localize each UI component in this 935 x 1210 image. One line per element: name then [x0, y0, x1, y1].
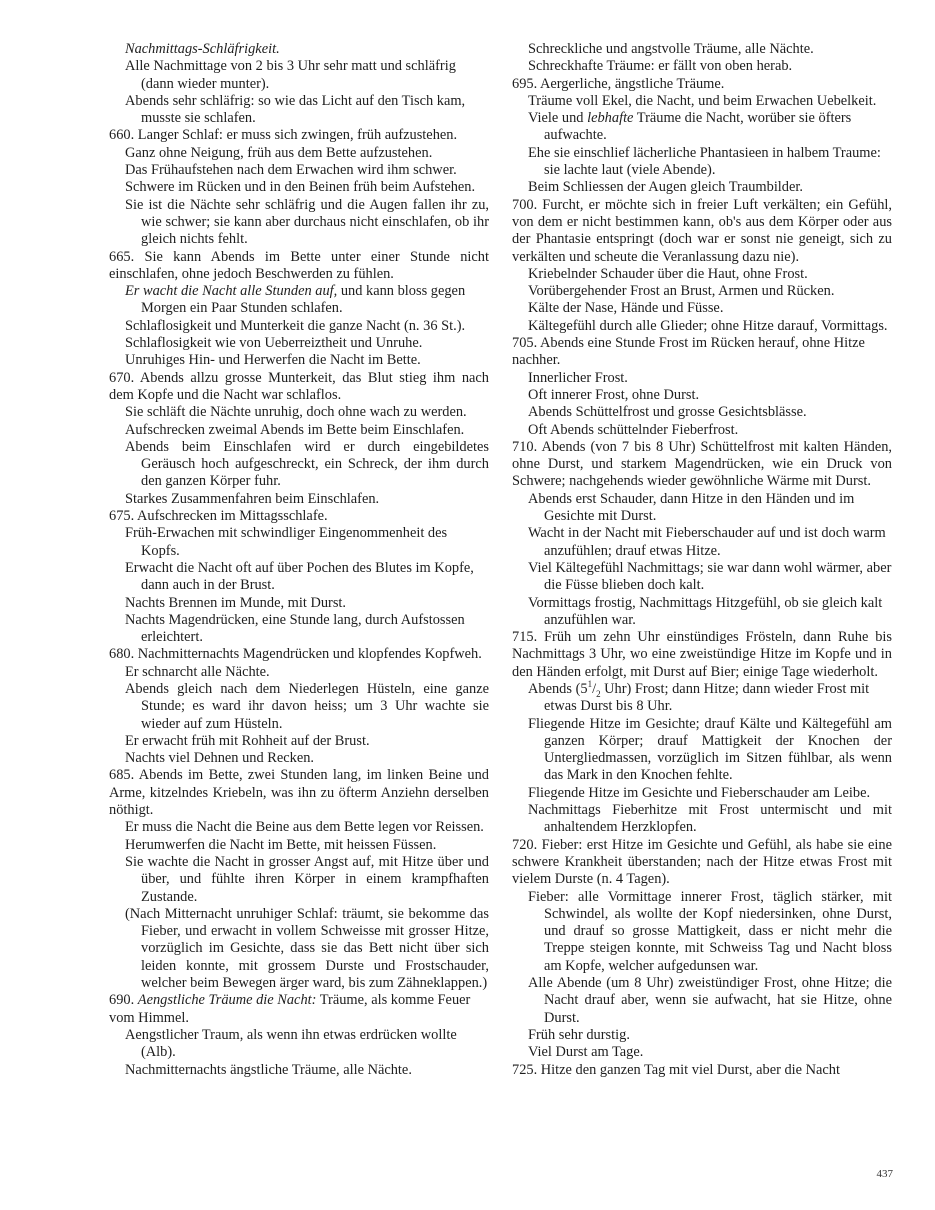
entry-text: Er muss die Nacht die Beine aus dem Bette legen vor Reissen. [125, 819, 484, 836]
entry-paragraph [109, 750, 489, 767]
entry-paragraph [109, 439, 489, 491]
entry-text: Kälte der Nase, Hände und Füsse. [528, 300, 724, 317]
entry-paragraph [512, 145, 892, 180]
entry-text: 695. Aergerliche, ängstliche Träume. [512, 75, 725, 92]
entry-paragraph [512, 197, 892, 266]
entry-text: Früh-Erwachen mit schwindliger Eingenommenheit des Kopfs. [125, 525, 448, 559]
entry-paragraph [109, 854, 489, 906]
entry-paragraph [109, 560, 489, 595]
entry-text: Beim Schliessen der Augen gleich Traumbilder. [528, 179, 803, 196]
entry-paragraph [109, 352, 489, 369]
entry-text: Abends Schüttelfrost und grosse Gesichtsblässe. [528, 404, 807, 421]
entry-text: Uhr) Frost; dann Hitze; dann wieder Frost mit etwas Durst bis 8 Uhr. [544, 680, 870, 715]
entry-text: 700. Furcht, er möchte sich in freier Luft verkälten; ein Gefühl, von dem er nicht bestimmen kann, ob's aus dem Körper oder aus der Phantasie entspringt (doch war er sonst nie geneigt, sich zu verkälten und scheute die Veranlassung dazu nie). [512, 196, 892, 265]
entry-text: Er schnarcht alle Nächte. [125, 663, 270, 680]
entry-paragraph [109, 508, 489, 525]
entry-paragraph [109, 335, 489, 352]
entry-paragraph [512, 629, 892, 681]
entry-paragraph [109, 1062, 489, 1079]
entry-text: Fieber: alle Vormittage innerer Frost, täglich stärker, mit Schwindel, als wollte der Kopf niedersinken, ohne Durst, und drauf so grosse Mattigkeit, dass er nicht mehr die Treppe steigen konnte, mit Schweiss Tag und Nacht bloss am Kopfe, welcher aufgedunsen war. [528, 888, 892, 974]
entry-paragraph [512, 283, 892, 300]
entry-text: Schreckhafte Träume: er fällt von oben herab. [528, 58, 793, 75]
entry-text: Nachmitternachts ängstliche Träume, alle Nächte. [125, 1061, 412, 1078]
entry-text: 705. Abends eine Stunde Frost im Rücken herauf, ohne Hitze nachher. [512, 335, 865, 369]
entry-paragraph [512, 560, 892, 595]
entry-text: Abends erst Schauder, dann Hitze in den Händen und im Gesichte mit Durst. [528, 490, 855, 525]
entry-text: Alle Nachmittage von 2 bis 3 Uhr sehr matt und schläfrig (dann wieder munter). [125, 58, 456, 92]
entry-text: 690. [109, 992, 138, 1009]
entry-text: Erwacht die Nacht oft auf über Pochen des Blutes im Kopfe, dann auch in der Brust. [125, 559, 474, 594]
entry-paragraph [512, 785, 892, 802]
entry-paragraph [109, 1027, 489, 1062]
entry-paragraph [512, 318, 892, 335]
entry-text: und kann bloss gegen Morgen ein Paar Stunden schlafen. [141, 283, 466, 317]
entry-paragraph [109, 646, 489, 663]
entry-text: 720. Fieber: erst Hitze im Gesichte und Gefühl, als habe sie eine schwere Krankheit überstanden; nach der Hitze etwas Frost mit vielem Durste (n. 4 Tagen). [512, 836, 892, 888]
entry-paragraph [512, 300, 892, 317]
entry-paragraph [512, 387, 892, 404]
entry-text: Herumwerfen die Nacht im Bette, mit heissen Füssen. [125, 836, 437, 853]
entry-text: Er wacht die Nacht alle Stunden auf, [125, 283, 338, 300]
entry-paragraph [512, 110, 892, 145]
entry-paragraph [512, 58, 892, 75]
entry-paragraph [109, 179, 489, 196]
entry-text: lebhafte [587, 110, 634, 127]
entry-text: Schlaflosigkeit und Munterkeit die ganze Nacht (n. 36 St.). [125, 317, 466, 334]
entry-text: Ehe sie einschlief lächerliche Phantasieen in halbem Traume: sie lachte laut (viele Abende). [528, 144, 881, 179]
entry-text: Sie ist die Nächte sehr schläfrig und die Augen fallen ihr zu, wie schwer; sie kann aber durchaus nicht einschlafen, ob ihr gleich nichts fehlt. [125, 196, 489, 248]
entry-text: Viel Durst am Tage. [528, 1044, 644, 1061]
entry-paragraph [109, 145, 489, 162]
entry-paragraph [109, 612, 489, 647]
left-column [109, 41, 489, 1079]
entry-text: Vormittags frostig, Nachmittags Hitzgefühl, ob sie gleich kalt anzufühlen war. [528, 594, 883, 628]
entry-paragraph [109, 370, 489, 405]
entry-paragraph [512, 1062, 892, 1079]
entry-text: Fliegende Hitze im Gesichte; drauf Kälte und Kältegefühl am ganzen Körper; drauf Mattigkeit der Knochen der Untergliedmassen, vorzüglich im Sitzen fühlbar, als wenn das Mark in den Knochen fehlte. [528, 715, 892, 784]
entry-paragraph [109, 162, 489, 179]
entry-text: Das Frühaufstehen nach dem Erwachen wird ihm schwer. [125, 162, 457, 179]
entry-paragraph [109, 906, 489, 992]
entry-text: Nachmittags Fieberhitze mit Frost untermischt und mit anhaltendem Herzklopfen. [528, 802, 892, 836]
entry-text: Wacht in der Nacht mit Fieberschauder auf und ist doch warm anzufühlen; drauf etwas Hitze. [528, 525, 886, 559]
entry-paragraph [512, 889, 892, 975]
entry-paragraph [109, 58, 489, 93]
entry-paragraph [512, 370, 892, 387]
entry-paragraph [109, 595, 489, 612]
entry-text: Oft innerer Frost, ohne Durst. [528, 386, 700, 403]
entry-paragraph [512, 41, 892, 58]
entry-paragraph [109, 664, 489, 681]
entry-paragraph [512, 681, 892, 716]
entry-text: 2 [596, 688, 601, 699]
entry-paragraph [109, 41, 489, 58]
entry-text: Sie schläft die Nächte unruhig, doch ohne wach zu werden. [125, 404, 467, 421]
entry-text: Alle Abende (um 8 Uhr) zweistündiger Frost, ohne Hitze; die Nacht drauf aber, wenn sie aufwacht, hat sie Hitze, ohne Durst. [528, 975, 892, 1026]
entry-paragraph [512, 595, 892, 630]
entry-paragraph [109, 992, 489, 1027]
entry-paragraph [512, 1027, 892, 1044]
entry-text: (Nach Mitternacht unruhiger Schlaf: träumt, sie bekomme das Fieber, und erwacht in vollem Schweisse mit grosser Hitze, vorzüglich im Gesichte, dass sie das Bett nicht über sich leiden konnte, mit grossem Durste und Frostschauder, welcher beim Bewegen ärger ward, bis zum Zähneklappen.) [125, 905, 489, 992]
entry-paragraph [109, 819, 489, 836]
entry-text: Viel Kältegefühl Nachmittags; sie war dann wohl wärmer, aber die Füsse blieben doch kalt. [528, 559, 892, 594]
entry-text: Träume, als komme Feuer vom Himmel. [109, 992, 471, 1026]
entry-paragraph [512, 439, 892, 491]
entry-text: Innerlicher Frost. [528, 369, 628, 386]
entry-text: Abends sehr schläfrig: so wie das Licht auf den Tisch kam, musste sie schlafen. [125, 92, 466, 127]
entry-paragraph [512, 525, 892, 560]
entry-paragraph [109, 767, 489, 819]
entry-paragraph [109, 318, 489, 335]
entry-text: Aengstliche Träume die Nacht: [137, 992, 317, 1009]
entry-text: Kältegefühl durch alle Glieder; ohne Hitze darauf, Vormittags. [528, 317, 888, 334]
entry-paragraph [109, 197, 489, 249]
entry-text: Nachts viel Dehnen und Recken. [125, 750, 315, 767]
entry-paragraph [512, 422, 892, 439]
entry-paragraph [512, 335, 892, 370]
entry-text: Oft Abends schüttelnder Fieberfrost. [528, 421, 739, 438]
entry-text: Fliegende Hitze im Gesichte und Fieberschauder am Leibe. [528, 784, 871, 801]
entry-paragraph [512, 716, 892, 785]
entry-text: 670. Abends allzu grosse Munterkeit, das Blut stieg ihm nach dem Kopfe und die Nacht war schlaflos. [109, 369, 489, 403]
entry-text: Kriebelnder Schauder über die Haut, ohne Frost. [528, 265, 808, 282]
entry-text: 1 [587, 679, 593, 690]
entry-paragraph [109, 127, 489, 144]
entry-text: Nachts Magendrücken, eine Stunde lang, durch Aufstossen erleichtert. [125, 611, 465, 646]
entry-paragraph [512, 491, 892, 526]
entry-text: Aengstlicher Traum, als wenn ihn etwas erdrücken wollte (Alb). [125, 1026, 457, 1061]
page-number: 437 [876, 1168, 893, 1180]
entry-paragraph [109, 422, 489, 439]
entry-paragraph [109, 404, 489, 421]
entry-text: 660. Langer Schlaf: er muss sich zwingen, früh aufzustehen. [109, 127, 458, 144]
entry-text: Vorübergehender Frost an Brust, Armen und Rücken. [528, 283, 835, 300]
entry-paragraph [109, 249, 489, 284]
entry-text: 710. Abends (von 7 bis 8 Uhr) Schüttelfrost mit kalten Händen, ohne Durst, und starkem Magendrücken, wie ein Druck von Schwere; nachgehends wieder gewöhnliche Wärme mit Durst. [512, 438, 892, 490]
entry-text: Schwere im Rücken und in den Beinen früh beim Aufstehen. [125, 179, 476, 196]
entry-text: 725. Hitze den ganzen Tag mit viel Durst, aber die Nacht [512, 1061, 841, 1078]
entry-paragraph [109, 837, 489, 854]
entry-text: Träume die Nacht, worüber sie öfters aufwachte. [544, 110, 852, 144]
entry-paragraph [109, 491, 489, 508]
entry-text: Früh sehr durstig. [528, 1026, 630, 1043]
entry-paragraph [512, 404, 892, 421]
entry-paragraph [512, 802, 892, 837]
entry-text: 685. Abends im Bette, zwei Stunden lang, im linken Beine und Arme, kitzelndes Kriebeln, was ihn zu öfterm Anziehn derselben nöthigt. [109, 767, 489, 819]
entry-paragraph [512, 93, 892, 110]
entry-paragraph [109, 283, 489, 318]
entry-paragraph [512, 266, 892, 283]
entry-text: Abends gleich nach dem Niederlegen Hüsteln, eine ganze Stunde; es ward ihr davon heiss; um 3 Uhr wachte sie wieder auf zum Hüsteln. [125, 680, 489, 732]
entry-text: 675. Aufschrecken im Mittagsschlafe. [109, 508, 328, 525]
entry-text: Ganz ohne Neigung, früh aus dem Bette aufzustehen. [125, 144, 433, 161]
entry-text: Träume voll Ekel, die Nacht, und beim Erwachen Uebelkeit. [528, 92, 877, 109]
entry-paragraph [109, 525, 489, 560]
entry-text: Schreckliche und angstvolle Träume, alle Nächte. [528, 41, 814, 57]
entry-text: Sie wachte die Nacht in grosser Angst auf, mit Hitze über und über, und fühlte ihren Körper in einem krampfhaften Zustande. [125, 853, 489, 905]
entry-paragraph [109, 733, 489, 750]
entry-paragraph [512, 975, 892, 1027]
entry-text: Aufschrecken zweimal Abends im Bette beim Einschlafen. [125, 421, 465, 438]
entry-paragraph [109, 681, 489, 733]
entry-text: Nachmittags-Schläfrigkeit. [125, 41, 280, 57]
entry-paragraph [512, 76, 892, 93]
entry-text: 680. Nachmitternachts Magendrücken und klopfendes Kopfweh. [109, 646, 482, 663]
entry-text: 665. Sie kann Abends im Bette unter einer Stunde nicht einschlafen, ohne jedoch Beschwerden zu fühlen. [109, 248, 489, 282]
entry-text: / [592, 680, 597, 697]
entry-paragraph [109, 93, 489, 128]
entry-text: Abends (5 [528, 680, 588, 697]
entry-text: Er erwacht früh mit Rohheit auf der Brust. [125, 732, 370, 749]
entry-paragraph [512, 837, 892, 889]
entry-paragraph [512, 179, 892, 196]
entry-text: Nachts Brennen im Munde, mit Durst. [125, 594, 347, 611]
entry-text: Unruhiges Hin- und Herwerfen die Nacht im Bette. [125, 352, 421, 369]
entry-paragraph [512, 1044, 892, 1061]
entry-text: Starkes Zusammenfahren beim Einschlafen. [125, 490, 380, 507]
entry-text: Schlaflosigkeit wie von Ueberreiztheit und Unruhe. [125, 335, 423, 352]
entry-text: 715. Früh um zehn Uhr einstündiges Frösteln, dann Ruhe bis Nachmittags 3 Uhr, wo eine zweistündige Hitze im Kopfe und in den Händen erfolgt, mit Durst auf Bier; einige Tage wiederholt. [512, 629, 892, 680]
right-column [512, 41, 892, 1079]
entry-text: Viele und [528, 110, 588, 127]
entry-text: Abends beim Einschlafen wird er durch eingebildetes Geräusch hoch aufgeschreckt, ein Schreck, der ihm durch den ganzen Körper fuhr. [125, 438, 489, 490]
